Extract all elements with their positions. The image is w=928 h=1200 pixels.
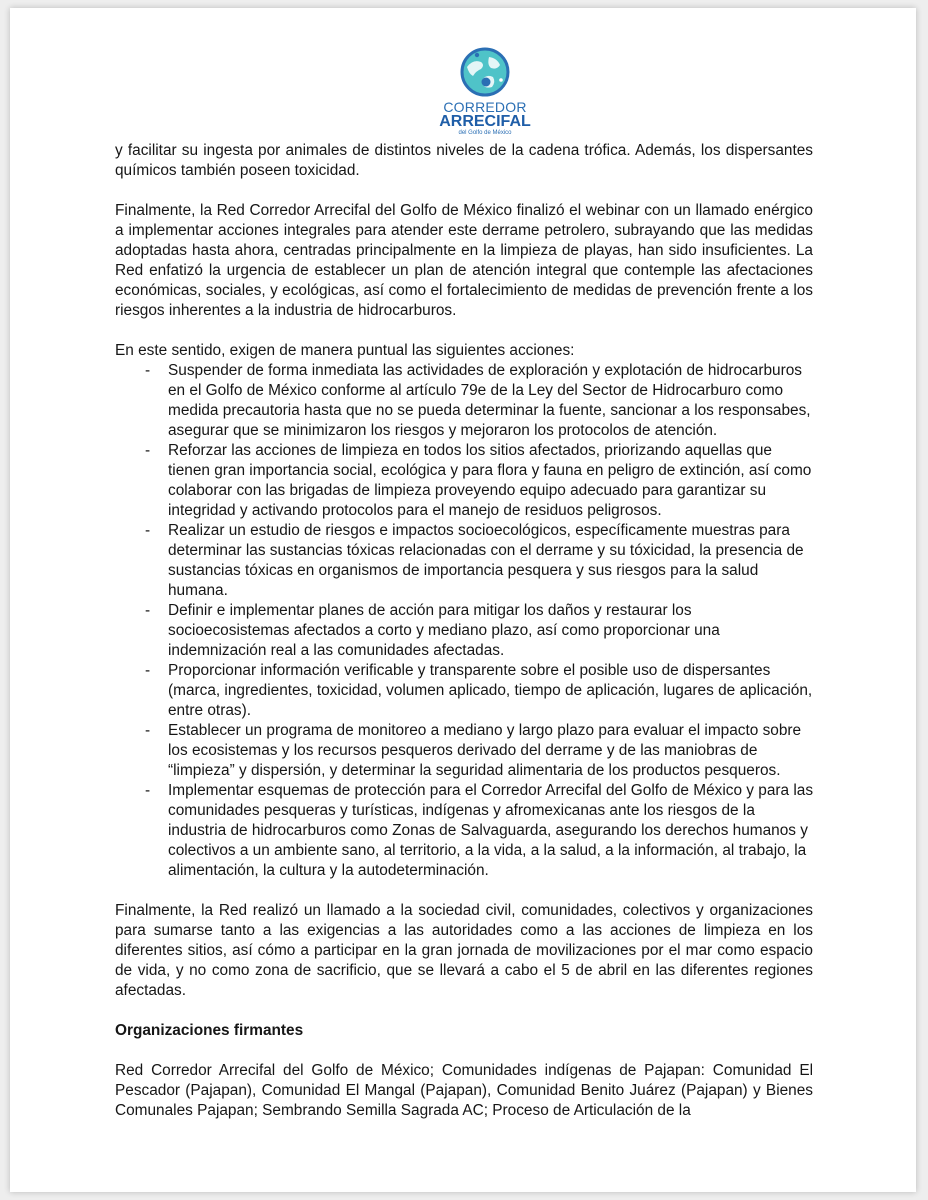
bullet-dash: - xyxy=(145,522,151,539)
globe-logo-icon xyxy=(455,43,515,99)
action-item xyxy=(115,661,813,721)
logo-line-2: ARRECIFAL xyxy=(439,113,531,130)
action-text: Realizar un estudio de riesgos e impactos socioecológicos, específicamente muestras para determinar las sustancias tóxicas relacionadas con el derrame y su tóxicidad, la presencia de sustancias tóxicas en organismos de importancia pesquera y sus riesgos para la salud humana. xyxy=(168,522,804,599)
action-item xyxy=(115,441,813,521)
action-item xyxy=(115,781,813,881)
action-text: Implementar esquemas de protección para el Corredor Arrecifal del Golfo de México y para las comunidades pesqueras y turísticas, indígenas y afromexicanas ante los riesgos de la industria de hidrocarburos como Zonas de Salvaguarda, asegurando los derechos humanos y colectivos a un ambiente sano, al territorio, a la vida, a la salud, a la información, al trabajo, la alimentación, la cultura y la autodeterminación. xyxy=(168,782,814,879)
bullet-dash: - xyxy=(145,722,151,739)
action-text: Establecer un programa de monitoreo a mediano y largo plazo para evaluar el impacto sobre los ecosistemas y los recursos pesqueros derivado del derrame y de las maniobras de “limpieza” y dispersión, y determinar la seguridad alimentaria de los productos pesqueros. xyxy=(168,722,802,779)
bullet-dash: - xyxy=(145,602,151,619)
paragraph-call-to-action: Finalmente, la Red realizó un llamado a la sociedad civil, comunidades, colectivos y organizaciones para sumarse tanto a las exigencias a las autoridades como a las acciones de limpieza en los diferentes sitios, así cómo a participar en la gran jornada de movilizaciones por el mar como espacio de vida, y no como zona de sacrificio, que se llevará a cabo el 5 de abril en las diferentes regiones afectadas. xyxy=(115,902,813,999)
action-text: Reforzar las acciones de limpieza en todos los sitios afectados, priorizando aquellas que tienen gran importancia social, ecológica y para flora y fauna en peligro de extinción, así como colaborar con las brigadas de limpieza proveyendo equipo adecuado para garantizar su integridad y activando protocolos para el manejo de residuos peligrosos. xyxy=(168,442,812,519)
paragraph-continuation: y facilitar su ingesta por animales de distintos niveles de la cadena trófica. Además, los dispersantes químicos también poseen toxicidad. xyxy=(115,142,813,179)
actions-intro: En este sentido, exigen de manera puntual las siguientes acciones: xyxy=(115,342,575,359)
action-text: Suspender de forma inmediata las actividades de exploración y explotación de hidrocarburos en el Golfo de México conforme al artículo 79e de la Ley del Sector de Hidrocarburo como medida precautoria hasta que no se pueda determinar la fuente, sancionar a los responsabes, asegurar que se minimizaron los riesgos y mejoraron los protocolos de atención. xyxy=(168,362,811,439)
signatories-heading: Organizaciones firmantes xyxy=(115,1022,304,1039)
logo-line-1: CORREDOR xyxy=(443,99,527,115)
action-text: Definir e implementar planes de acción para mitigar los daños y restaurar los socioecosistemas afectados a corto y mediano plazo, así como proporcionar una indemnización real a las comunidades afectadas. xyxy=(168,602,720,659)
bullet-dash: - xyxy=(145,442,151,459)
action-item xyxy=(115,361,813,441)
action-item xyxy=(115,601,813,661)
bullet-dash: - xyxy=(145,662,151,679)
bullet-dash: - xyxy=(145,782,151,799)
action-item xyxy=(115,721,813,781)
logo-line-3: del Golfo de México xyxy=(458,130,512,136)
actions-list xyxy=(115,361,813,881)
bullet-dash: - xyxy=(145,362,151,379)
paragraph-final-webinar: Finalmente, la Red Corredor Arrecifal del Golfo de México finalizó el webinar con un llamado enérgico a implementar acciones integrales para atender este derrame petrolero, subrayando que las medidas adoptadas hasta ahora, centradas principalmente en la limpieza de playas, han sido insuficientes. La Red enfatizó la urgencia de establecer un plan de atención integral que contemple las afectaciones económicas, sociales, y ecológicas, así como el fortalecimiento de medidas de prevención frente a los riesgos inherentes a la industria de hidrocarburos. xyxy=(115,202,813,319)
document-body xyxy=(115,141,813,1121)
action-text: Proporcionar información verificable y transparente sobre el posible uso de dispersantes (marca, ingredientes, toxicidad, volumen aplicado, tiempo de aplicación, lugares de aplicación, entre otras). xyxy=(168,662,813,719)
action-item xyxy=(115,521,813,601)
corredor-arrecifal-logo xyxy=(438,43,532,139)
document-page xyxy=(10,8,916,1192)
signatories-text: Red Corredor Arrecifal del Golfo de México; Comunidades indígenas de Pajapan: Comunidad El Pescador (Pajapan), Comunidad El Mangal (Pajapan), Comunidad Benito Juárez (Pajapan) y Bienes Comunales Pajapan; Sembrando Semilla Sagrada AC; Proceso de Articulación de la xyxy=(115,1062,813,1119)
